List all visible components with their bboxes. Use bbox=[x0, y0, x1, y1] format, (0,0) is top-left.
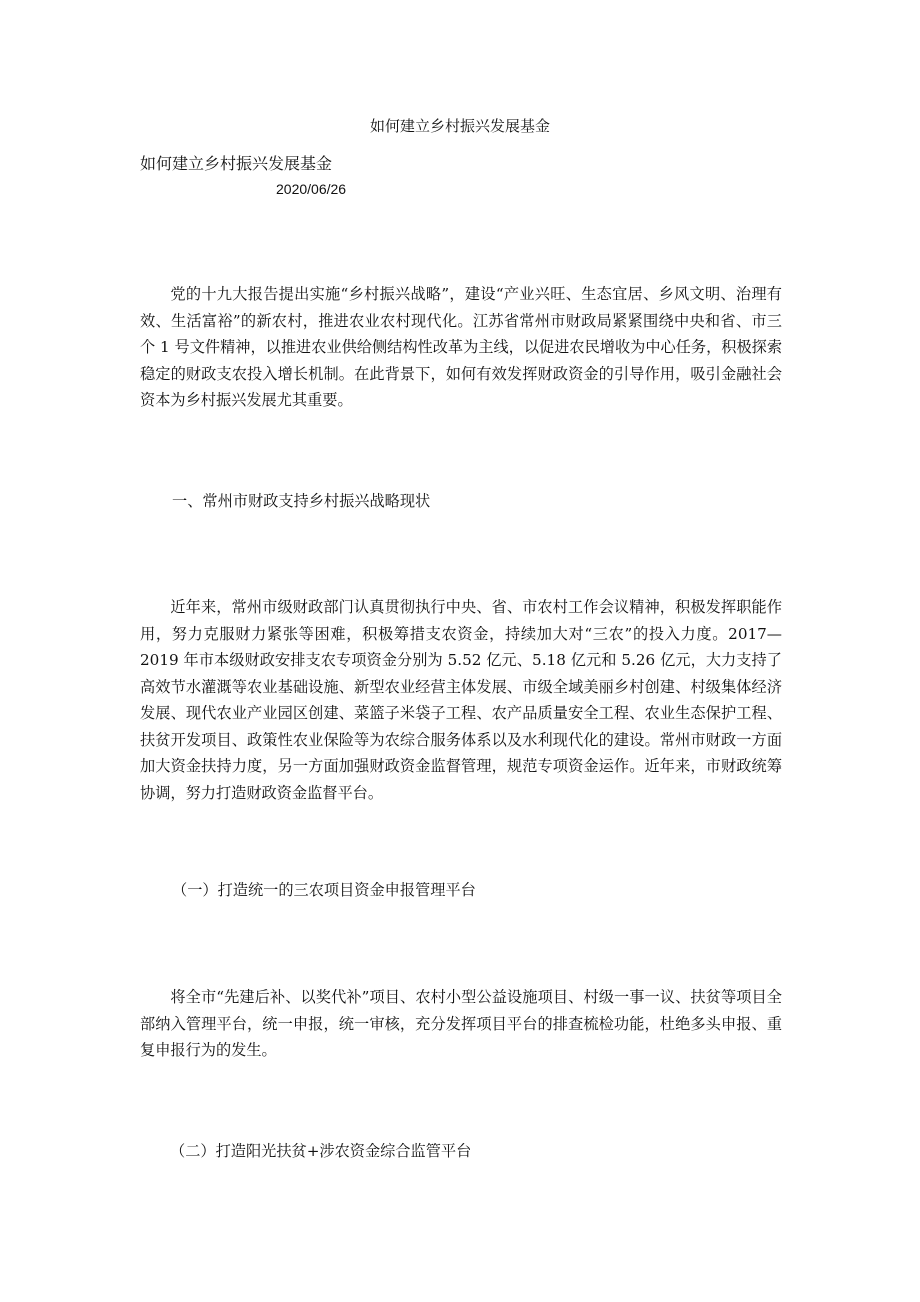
subsection-heading-2: （二）打造阳光扶贫+涉农资金综合监管平台 bbox=[170, 1142, 472, 1160]
document-subtitle: 如何建立乡村振兴发展基金 bbox=[140, 154, 333, 173]
section-1-paragraph: 近年来，常州市级财政部门认真贯彻执行中央、省、市农村工作会议精神，积极发挥职能作用，努力克服财力紧张等困难，积极筹措支农资金，持续加大对“三农”的投入力度。2017—2019 年市本级财政安排支农专项资金分别为 5.52 亿元、5.18 亿元和 5.26 亿元，大力支持了高效节水灌溉等农业基础设施、新型农业经营主体发展、市级全域美丽乡村创建、村级集体经济发展、现代农业产业园区创建、菜篮子米袋子工程、农产品质量安全工程、农业生态保护工程、扶贫开发项目、政策性农业保险等为农综合服务体系以及水利现代化的建设。常州市财政一方面加大资金扶持力度，另一方面加强财政资金监督管理，规范专项资金运作。近年来，市财政统筹协调，努力打造财政资金监督平台。 bbox=[140, 598, 782, 802]
subsection-heading-1: （一）打造统一的三农项目资金申报管理平台 bbox=[172, 881, 476, 899]
intro-paragraph: 党的十九大报告提出实施“乡村振兴战略”，建设“产业兴旺、生态宜居、乡风文明、治理有效、生活富裕”的新农村，推进农业农村现代化。江苏省常州市财政局紧紧围绕中央和省、市三个 1 号文件精神，以推进农业供给侧结构性改革为主线，以促进农民增收为中心任务，积极探索稳定的财政支农投入增长机制。在此背景下，如何有效发挥财政资金的引导作用，吸引金融社会资本为乡村振兴发展尤其重要。 bbox=[140, 285, 783, 409]
section-heading-1: 一、常州市财政支持乡村振兴战略现状 bbox=[172, 492, 431, 510]
document-title: 如何建立乡村振兴发展基金 bbox=[369, 117, 550, 135]
subsection-1-paragraph: 将全市“先建后补、以奖代补”项目、农村小型公益设施项目、村级一事一议、扶贫等项目全部纳入管理平台，统一申报，统一审核，充分发挥项目平台的排查梳检功能，杜绝多头申报、重复申报行为的发生。 bbox=[140, 988, 782, 1059]
publish-date: 2020/06/26 bbox=[276, 181, 347, 197]
